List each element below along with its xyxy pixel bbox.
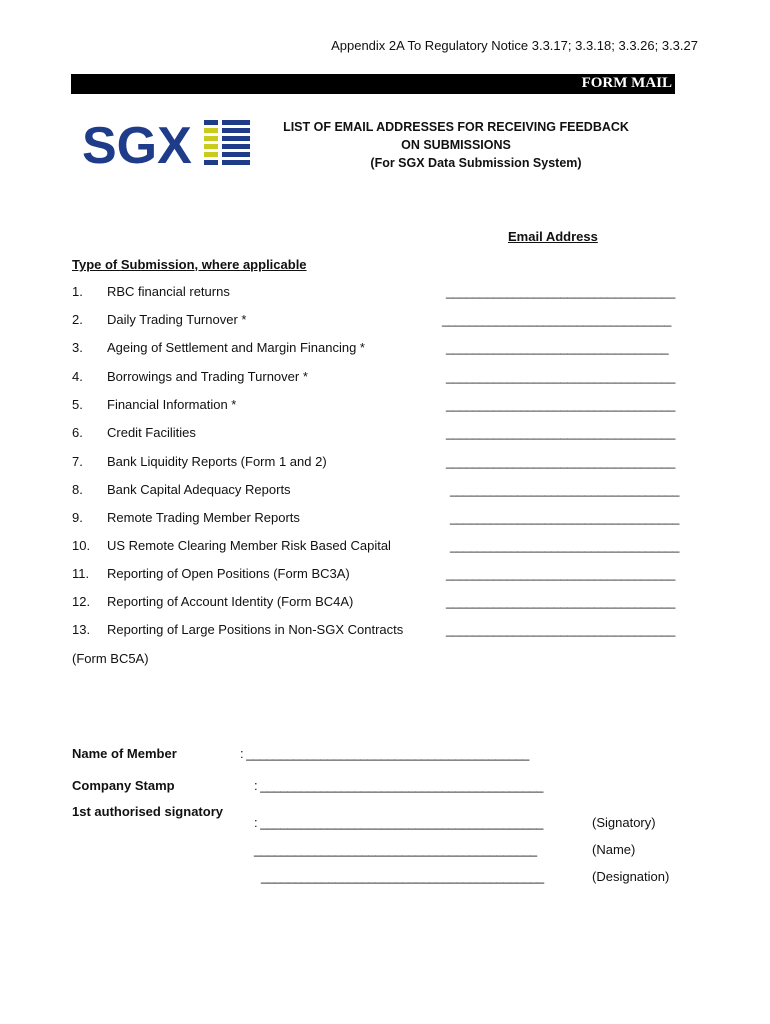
signatory-name-note: (Name) [592,842,636,857]
row-number: 4. [72,369,83,384]
email-entry-line[interactable]: __________________________________ [446,397,675,412]
row-label: Reporting of Account Identity (Form BC4A) [107,594,354,609]
email-entry-line[interactable]: __________________________________ [446,594,675,609]
row-label: Reporting of Open Positions (Form BC3A) [107,566,350,581]
row-number: 11. [72,566,90,581]
row-continuation: (Form BC5A) [72,651,149,666]
submission-row [72,425,702,445]
title-line-1: LIST OF EMAIL ADDRESSES FOR RECEIVING FEEDBACK [283,120,629,134]
row-label: Reporting of Large Positions in Non-SGX Contracts [107,622,404,637]
email-entry-line[interactable]: __________________________________ [446,454,675,469]
submission-row [72,622,702,642]
row-number: 3. [72,340,83,355]
row-label: US Remote Clearing Member Risk Based Capital [107,538,391,553]
submission-row [72,538,702,558]
email-entry-line[interactable]: __________________________________ [446,425,675,440]
designation-note: (Designation) [592,869,670,884]
form-title [266,118,646,172]
row-number: 7. [72,454,83,469]
name-of-member-line[interactable]: : __________________________________________ [240,746,529,761]
row-number: 9. [72,510,83,525]
signatory-line[interactable]: : __________________________________________ [254,815,543,830]
submission-row [72,510,702,530]
email-entry-line[interactable]: _________________________________ [446,340,669,355]
row-number: 13. [72,622,91,637]
signatory-name-line[interactable]: __________________________________________ [254,842,537,857]
company-stamp-label: Company Stamp [72,778,175,793]
row-number: 10. [72,538,91,553]
email-entry-line[interactable]: __________________________________ [442,312,671,327]
submission-row [72,340,702,360]
sgx-logo-graphic [82,118,252,166]
row-label: Ageing of Settlement and Margin Financing * [107,340,365,355]
banner-label: FORM MAIL [581,75,672,91]
row-label: Bank Capital Adequacy Reports [107,482,291,497]
signatory-note: (Signatory) [592,815,656,830]
sgx-logo-text: SGX [82,118,192,166]
email-entry-line[interactable]: __________________________________ [450,538,679,553]
submission-row [72,284,702,304]
title-line-3: (For SGX Data Submission System) [370,156,582,170]
email-entry-line[interactable]: __________________________________ [446,369,675,384]
email-entry-line[interactable]: __________________________________ [450,510,679,525]
email-entry-line[interactable]: __________________________________ [450,482,679,497]
row-number: 1. [72,284,83,299]
submission-row [72,454,702,474]
company-stamp-line[interactable]: : __________________________________________ [254,778,543,793]
row-label: Daily Trading Turnover * [107,312,247,327]
submission-type-header: Type of Submission, where applicable [72,257,307,272]
email-entry-line[interactable]: __________________________________ [446,566,675,581]
submission-row [72,566,702,586]
email-address-header: Email Address [508,229,598,244]
row-label: Borrowings and Trading Turnover * [107,369,308,384]
form-mail-banner [71,74,675,94]
submission-row [72,594,702,614]
appendix-reference: Appendix 2A To Regulatory Notice 3.3.17; 3.3.18; 3.3.26; 3.3.27 [331,38,698,53]
row-label: RBC financial returns [107,284,230,299]
submission-row [72,369,702,389]
email-entry-line[interactable]: __________________________________ [446,622,675,637]
submission-row [72,397,702,417]
authorised-signatory-label: 1st authorised signatory [72,804,223,819]
submission-row [72,482,702,502]
row-label: Credit Facilities [107,425,196,440]
email-entry-line[interactable]: __________________________________ [446,284,675,299]
row-label: Bank Liquidity Reports (Form 1 and 2) [107,454,327,469]
row-number: 5. [72,397,83,412]
row-label: Remote Trading Member Reports [107,510,300,525]
title-line-2: ON SUBMISSIONS [401,138,511,152]
row-number: 8. [72,482,83,497]
name-of-member-label: Name of Member [72,746,177,761]
row-number: 12. [72,594,91,609]
sgx-logo-mark [204,120,250,165]
row-number: 2. [72,312,83,327]
sgx-logo [82,118,252,171]
row-number: 6. [72,425,83,440]
row-label: Financial Information * [107,397,237,412]
submission-row [72,312,702,332]
designation-line[interactable]: __________________________________________ [261,869,544,884]
